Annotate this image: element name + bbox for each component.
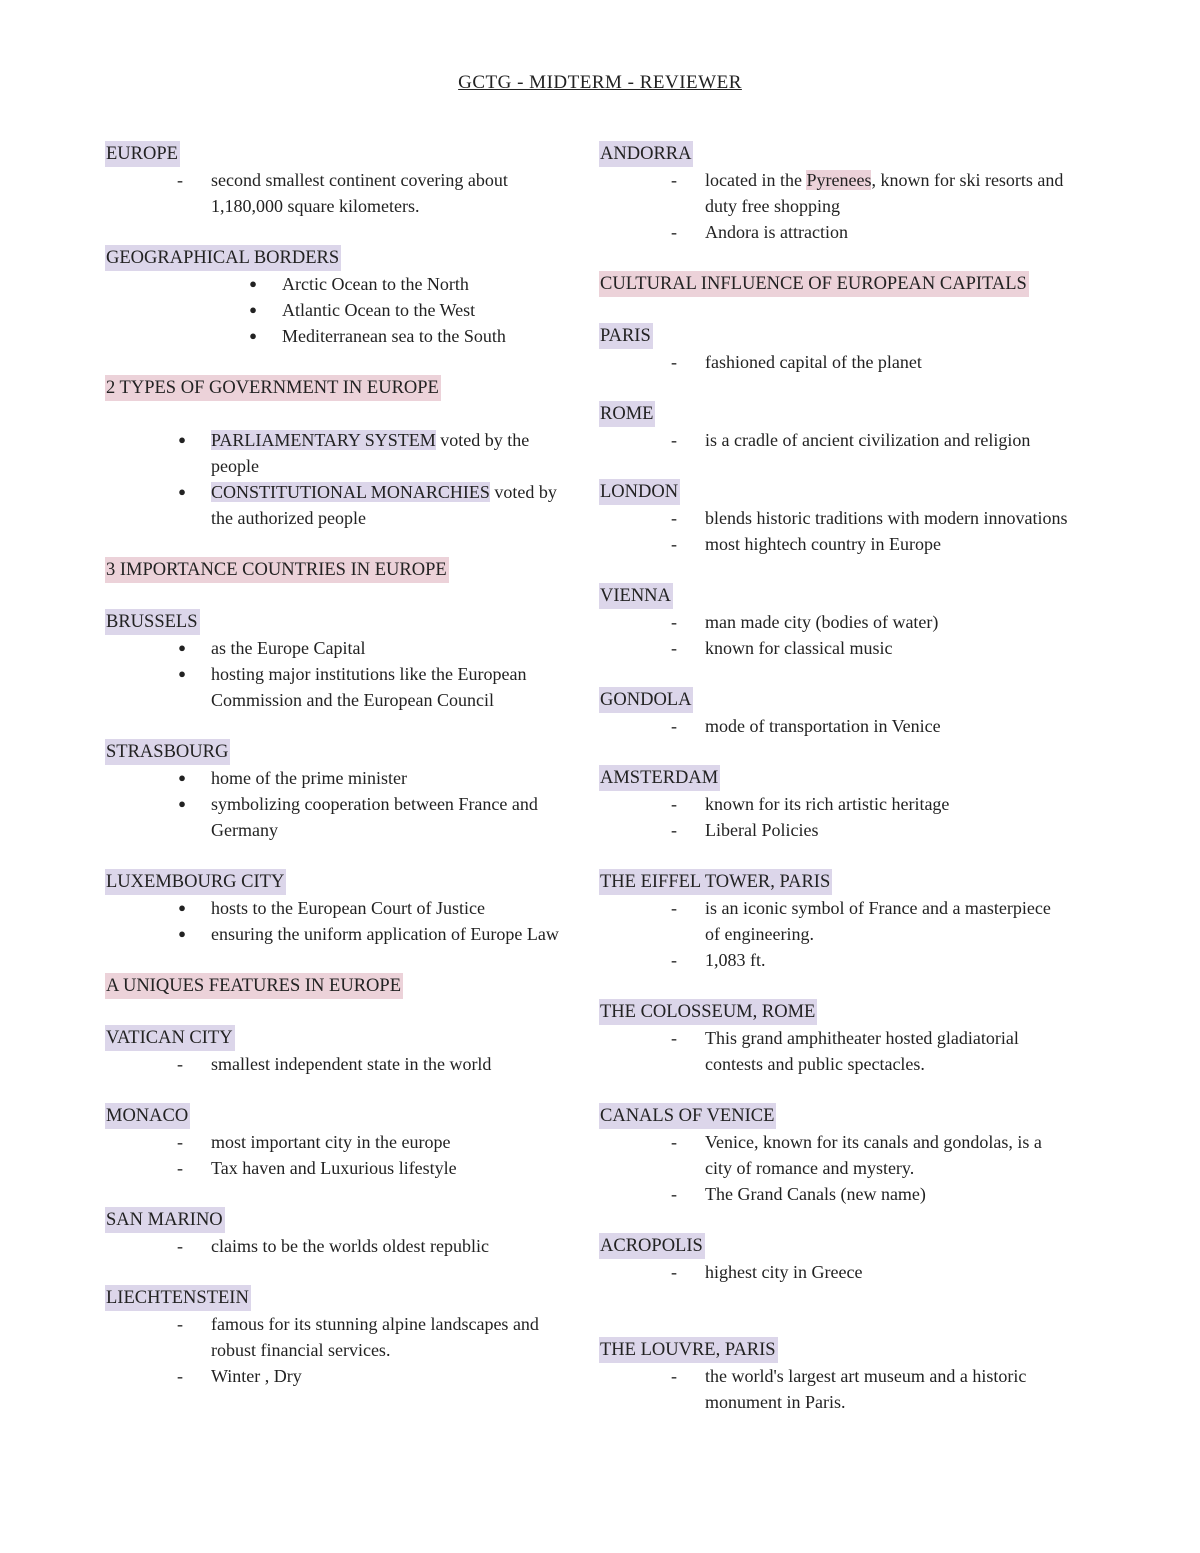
section-venice <box>599 1103 1069 1207</box>
heading-amsterdam: AMSTERDAM <box>599 765 720 791</box>
list-item: - known for its rich artistic heritage <box>671 794 950 814</box>
heading-london: LONDON <box>599 479 680 505</box>
heading-louvre: THE LOUVRE, PARIS <box>599 1337 778 1363</box>
section-importance <box>105 557 575 583</box>
list-item: ● Arctic Ocean to the North <box>249 274 469 294</box>
term-pyrenees: Pyrenees <box>806 170 872 190</box>
heading-canals-of-venice: CANALS OF VENICE <box>599 1103 776 1129</box>
section-liechtenstein <box>105 1285 575 1389</box>
section-acropolis <box>599 1233 1069 1285</box>
heading-acropolis: ACROPOLIS <box>599 1233 705 1259</box>
list-item: - second smallest continent covering about 1,180,000 square kilometers. <box>177 170 508 216</box>
list-item: - fashioned capital of the planet <box>671 352 922 372</box>
list-item: ● symbolizing cooperation between France and Germany <box>178 794 538 840</box>
section-san-marino <box>105 1207 575 1259</box>
list-item: ● hosting major institutions like the European Commission and the European Council <box>178 664 527 710</box>
heading-unique-features: A UNIQUES FEATURES IN EUROPE <box>105 973 403 999</box>
list-item: - mode of transportation in Venice <box>671 716 941 736</box>
section-vienna <box>599 583 1069 661</box>
section-europe <box>105 141 575 219</box>
heading-vienna: VIENNA <box>599 583 673 609</box>
heading-san-marino: SAN MARINO <box>105 1207 225 1233</box>
section-vatican <box>105 1025 575 1077</box>
section-monaco <box>105 1103 575 1181</box>
heading-europe: EUROPE <box>105 141 180 167</box>
section-paris <box>599 323 1069 375</box>
page-title: GCTG - MIDTERM - REVIEWER <box>458 72 742 93</box>
list-item: - located in the Pyrenees, known for ski resorts and duty free shopping <box>671 170 1064 216</box>
list-item: ● Mediterranean sea to the South <box>249 326 506 346</box>
heading-gondola: GONDOLA <box>599 687 693 713</box>
heading-geographical-borders: GEOGRAPHICAL BORDERS <box>105 245 341 271</box>
heading-colosseum: THE COLOSSEUM, ROME <box>599 999 817 1025</box>
list-item: - most important city in the europe <box>177 1132 451 1152</box>
list-item: - Andora is attraction <box>671 222 848 242</box>
list-item: ● home of the prime minister <box>178 768 407 788</box>
section-borders <box>105 245 575 349</box>
list-item: - Tax haven and Luxurious lifestyle <box>177 1158 457 1178</box>
heading-importance-countries: 3 IMPORTANCE COUNTRIES IN EUROPE <box>105 557 449 583</box>
list-item: - The Grand Canals (new name) <box>671 1184 926 1204</box>
list-item: - famous for its stunning alpine landscapes and robust financial services. <box>177 1314 539 1360</box>
heading-luxembourg: LUXEMBOURG CITY <box>105 869 286 895</box>
list-item: - smallest independent state in the world <box>177 1054 492 1074</box>
list-item: - man made city (bodies of water) <box>671 612 939 632</box>
list-item: ● ensuring the uniform application of Europe Law <box>178 924 559 944</box>
list-item: - blends historic traditions with modern innovations <box>671 508 1068 528</box>
heading-eiffel-tower: THE EIFFEL TOWER, PARIS <box>599 869 832 895</box>
section-louvre <box>599 1337 1069 1415</box>
list-item: ● as the Europe Capital <box>178 638 366 658</box>
list-item: - known for classical music <box>671 638 893 658</box>
section-gondola <box>599 687 1069 739</box>
list-item: ● CONSTITUTIONAL MONARCHIES voted by the authorized people <box>178 482 557 528</box>
list-item: - Venice, known for its canals and gondolas, is a city of romance and mystery. <box>671 1132 1042 1178</box>
section-amsterdam <box>599 765 1069 843</box>
heading-paris: PARIS <box>599 323 653 349</box>
section-rome <box>599 401 1069 453</box>
list-item: - Liberal Policies <box>671 820 819 840</box>
section-eiffel <box>599 869 1069 973</box>
section-government <box>105 375 575 531</box>
section-colosseum <box>599 999 1069 1077</box>
term-constitutional: CONSTITUTIONAL MONARCHIES <box>211 482 490 502</box>
section-strasbourg <box>105 739 575 843</box>
section-london <box>599 479 1069 557</box>
list-item: - is an iconic symbol of France and a masterpiece of engineering. <box>671 898 1051 944</box>
right-column <box>599 141 1069 1415</box>
section-luxembourg <box>105 869 575 947</box>
list-item: - most hightech country in Europe <box>671 534 941 554</box>
list-item: - This grand amphitheater hosted gladiatorial contests and public spectacles. <box>671 1028 1019 1074</box>
list-item: - the world's largest art museum and a historic monument in Paris. <box>671 1366 1027 1412</box>
list-item: ● PARLIAMENTARY SYSTEM voted by the people <box>178 430 530 476</box>
heading-strasbourg: STRASBOURG <box>105 739 230 765</box>
left-column <box>105 141 575 1389</box>
list-item: - Winter , Dry <box>177 1366 302 1386</box>
list-item: - highest city in Greece <box>671 1262 863 1282</box>
list-item: - 1,083 ft. <box>671 950 766 970</box>
heading-vatican: VATICAN CITY <box>105 1025 235 1051</box>
heading-monaco: MONACO <box>105 1103 190 1129</box>
heading-rome: ROME <box>599 401 655 427</box>
section-features <box>105 973 575 999</box>
list-item: ● hosts to the European Court of Justice <box>178 898 485 918</box>
list-item: - claims to be the worlds oldest republic <box>177 1236 489 1256</box>
list-item: - is a cradle of ancient civilization and religion <box>671 430 1031 450</box>
heading-brussels: BRUSSELS <box>105 609 200 635</box>
section-andorra <box>599 141 1069 245</box>
heading-cultural-influence: CULTURAL INFLUENCE OF EUROPEAN CAPITALS <box>599 271 1029 297</box>
heading-government-types: 2 TYPES OF GOVERNMENT IN EUROPE <box>105 375 441 401</box>
section-cultural <box>599 271 1069 297</box>
heading-liechtenstein: LIECHTENSTEIN <box>105 1285 251 1311</box>
heading-andorra: ANDORRA <box>599 141 693 167</box>
section-brussels <box>105 609 575 713</box>
list-item: ● Atlantic Ocean to the West <box>249 300 476 320</box>
term-parliamentary: PARLIAMENTARY SYSTEM <box>211 430 436 450</box>
